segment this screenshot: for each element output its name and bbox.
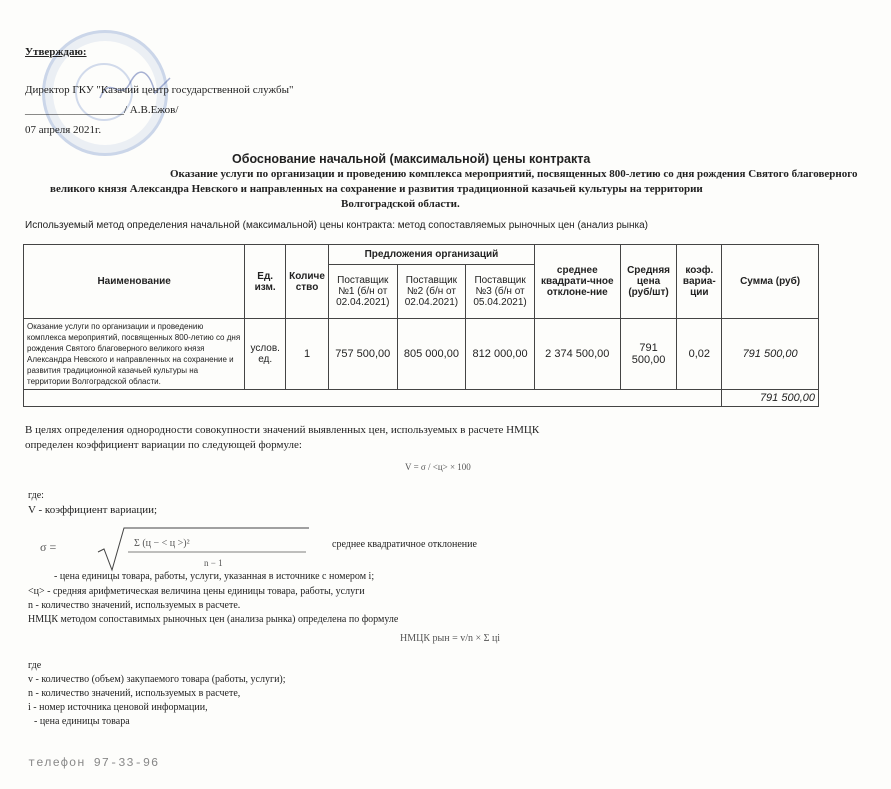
header-supplier-1: Поставщик №1 (б/н от 02.04.2021) xyxy=(328,265,397,319)
header-avg: Средняя цена (руб/шт) xyxy=(620,245,677,319)
nmck-formula: НМЦК рын = v/n × Σ цi xyxy=(400,633,501,644)
where-label: где: xyxy=(28,490,44,501)
header-sum: Сумма (руб) xyxy=(722,245,819,319)
subject-line-2: великого князя Александра Невского и направленных на сохранение и развития традиционной казачьей культуры на территории xyxy=(50,183,703,195)
sigma-label: σ = xyxy=(40,540,57,554)
row-qty: 1 xyxy=(286,319,329,390)
header-supplier-2: Поставщик №2 (б/н от 02.04.2021) xyxy=(397,265,466,319)
n2-definition: n - количество значений, используемых в расчете, xyxy=(28,688,241,699)
signature-line: __________________/ А.В.Ежов/ xyxy=(25,104,179,116)
ci2-definition: - цена единицы товара xyxy=(34,716,130,727)
header-name: Наименование xyxy=(24,245,245,319)
row-coef: 0,02 xyxy=(677,319,722,390)
explanation-line-1: В целях определения однородности совокупности значений выявленных цен, используемых в расчете НМЦК xyxy=(25,424,540,436)
sigma-formula xyxy=(94,524,314,574)
page-title: Обоснование начальной (максимальной) цены контракта xyxy=(232,152,591,166)
n-definition: n - количество значений, используемых в расчете. xyxy=(28,600,241,611)
total-row xyxy=(24,390,819,407)
svg-text:n − 1: n − 1 xyxy=(204,558,223,568)
subject-line-3: Волгоградской области. xyxy=(341,198,460,210)
table-row xyxy=(24,319,819,390)
sigma-definition: среднее квадратичное отклонение xyxy=(332,539,477,550)
header-supplier-3: Поставщик №3 (б/н от 05.04.2021) xyxy=(466,265,535,319)
approval-heading: Утверждаю: xyxy=(25,46,87,58)
where-label-2: где xyxy=(28,660,42,671)
header-stddev: среднее квадрати-чное отклоне-ние xyxy=(534,245,620,319)
explanation-line-2: определен коэффициент вариации по следующей формуле: xyxy=(25,439,302,451)
phone-number: телефон 97-33-96 xyxy=(28,756,160,770)
svg-text:Σ (ц − < ц >)²: Σ (ц − < ц >)² xyxy=(134,538,190,549)
nmck-text: НМЦК методом сопоставимых рыночных цен (анализа рынка) определена по формуле xyxy=(28,614,399,625)
row-supplier-1: 757 500,00 xyxy=(328,319,397,390)
row-unit: услов. ед. xyxy=(245,319,286,390)
header-offers: Предложения организаций xyxy=(328,245,534,265)
price-table xyxy=(23,244,819,407)
subject-line-1: Оказание услуги по организации и проведению комплекса мероприятий, посвященных 800-летию со дня рождения Святого благоверного xyxy=(170,168,858,180)
i-definition: i - номер источника ценовой информации, xyxy=(28,702,208,713)
director-line: Директор ГКУ "Казачий центр государственной службы" xyxy=(25,84,294,96)
row-supplier-3: 812 000,00 xyxy=(466,319,535,390)
row-stddev: 2 374 500,00 xyxy=(534,319,620,390)
header-qty: Количе ство xyxy=(286,245,329,319)
approval-date: 07 апреля 2021г. xyxy=(25,124,102,136)
total-sum: 791 500,00 xyxy=(722,390,819,407)
row-name: Оказание услуги по организации и проведению комплекса мероприятий, посвященных 800-летию со дня рождения Святого благоверного великого князя Александра Невского и направленных на сохранение и развития традиционной казачьей культуры на территории Волгоградской области. xyxy=(24,319,245,390)
v-definition: V - коэффициент вариации; xyxy=(28,504,158,516)
row-sum: 791 500,00 xyxy=(722,319,819,390)
method-text: Используемый метод определения начальной (максимальной) цены контракта: метод сопоставляемых рыночных цен (анализ рынка) xyxy=(25,220,648,231)
ci-definition: - цена единицы товара, работы, услуги, указанная в источнике с номером i; xyxy=(54,571,375,582)
header-coef: коэф. вариа-ции xyxy=(677,245,722,319)
v2-definition: v - количество (объем) закупаемого товара (работы, услуги); xyxy=(28,674,286,685)
header-unit: Ед. изм. xyxy=(245,245,286,319)
avg-definition: <ц> - средняя арифметическая величина цены единицы товара, работы, услуги xyxy=(28,586,365,597)
formula-v: V = σ / <ц> × 100 xyxy=(405,462,471,472)
row-supplier-2: 805 000,00 xyxy=(397,319,466,390)
row-avg: 791 500,00 xyxy=(620,319,677,390)
